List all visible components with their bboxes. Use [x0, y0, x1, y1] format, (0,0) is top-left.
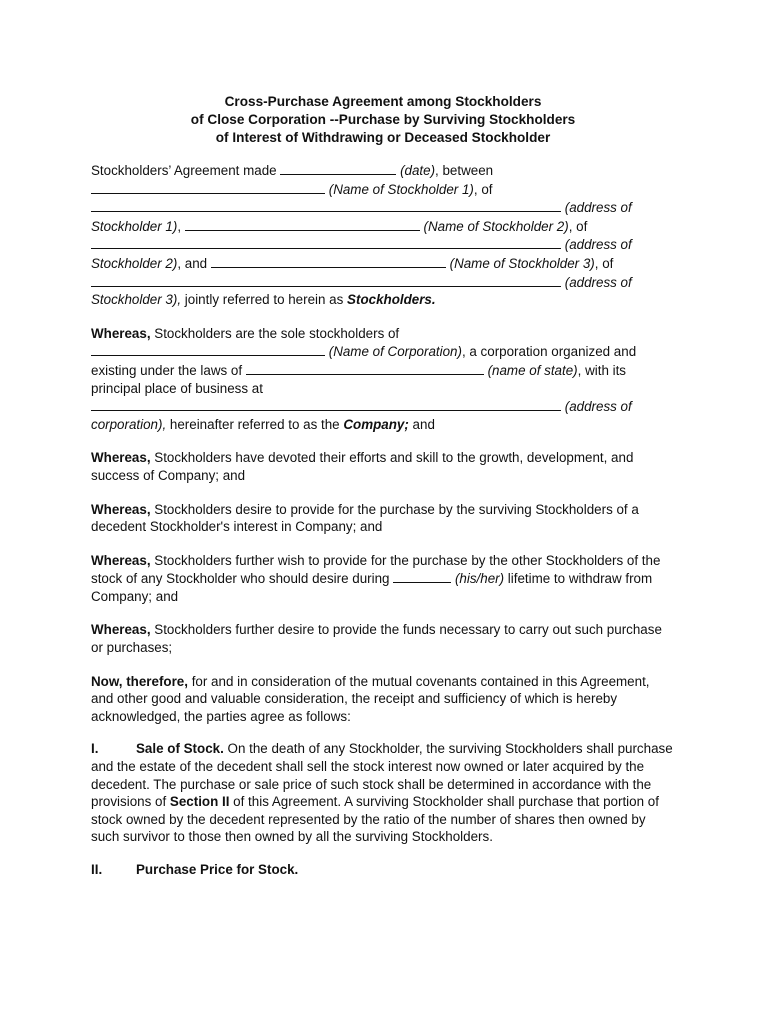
stockholder3-address-blank[interactable]: [91, 273, 561, 287]
stockholder3-name-label: (Name of Stockholder 3): [449, 255, 595, 271]
corporation-name-blank[interactable]: [91, 342, 325, 356]
whereas5-text: Stockholders further desire to provide the funds necessary to carry out such purchase or purchases;: [91, 622, 662, 656]
his-her-label: (his/her): [454, 571, 505, 587]
section-1-number: I.: [91, 741, 99, 757]
document-title: [91, 93, 675, 147]
section-ii-reference: Section II: [169, 794, 230, 810]
stockholder1-name-label: (Name of Stockholder 1): [328, 181, 474, 197]
date-label: (date): [400, 163, 436, 178]
stockholder2-name-blank[interactable]: [185, 217, 420, 231]
section-1-text-1: On the death of any Stockholder, the surviving Stockholders shall purchase and the estate of the decedent shall sell the stock interest now owned or later acquired by the decedent. The purchase or sale price of such stock shall be determined in accordance with the provisions of: [91, 741, 673, 810]
whereas-paragraph-4: [91, 552, 675, 606]
title-line-1: Cross-Purchase Agreement among Stockholders: [224, 94, 542, 109]
whereas1-text-5: principal place of business at: [91, 380, 263, 396]
stockholder1-label: Stockholder 1): [91, 218, 178, 234]
intro-paragraph: [91, 161, 675, 309]
company-term: Company;: [343, 416, 409, 432]
whereas-lead: Whereas,: [91, 450, 151, 466]
whereas4-text-2: lifetime to withdraw from Company; and: [91, 571, 653, 604]
whereas-lead: Whereas,: [91, 552, 151, 568]
whereas-lead: Whereas,: [91, 501, 151, 517]
of-text: , of: [473, 181, 493, 197]
now-therefore-lead: Now, therefore,: [91, 673, 188, 689]
stockholder2-name-label: (Name of Stockholder 2): [423, 218, 569, 234]
whereas-paragraph-5: [91, 621, 675, 656]
between-text: , between: [435, 163, 494, 178]
section-1-text-2: of this Agreement. A surviving Stockholder shall purchase that portion of stock owned by the decedent represented by the ratio of the number of shares then owned by such survivor to those then owned by all the surviving Stockholders.: [91, 794, 659, 845]
state-blank[interactable]: [246, 361, 484, 375]
whereas4-text-1: Stockholders further wish to provide for the purchase by the other Stockholders of the stock of any Stockholder who should desire during: [91, 552, 661, 587]
whereas1-text-1: Stockholders are the sole stockholders of: [150, 325, 400, 341]
corporation-name-label: (Name of Corporation): [328, 344, 462, 360]
whereas1-text-7: and: [408, 416, 435, 432]
whereas-paragraph-3: [91, 501, 675, 536]
corporation-label: corporation),: [91, 416, 167, 432]
address-of-label-4: (address of: [564, 399, 632, 415]
whereas-paragraph-2: [91, 449, 675, 484]
now-therefore-paragraph: [91, 673, 675, 726]
title-line-3: of Interest of Withdrawing or Deceased Stockholder: [215, 130, 551, 145]
section-2: [91, 861, 675, 879]
jointly-text: jointly referred to herein as: [181, 292, 348, 308]
whereas-paragraph-1: [91, 325, 675, 434]
comma-text: ,: [177, 218, 182, 234]
of-text: , of: [568, 218, 588, 234]
whereas2-text: Stockholders have devoted their efforts and skill to the growth, development, and success of Company; and: [91, 450, 634, 483]
whereas1-text-3: existing under the laws of: [91, 362, 243, 378]
now-therefore-text: for and in consideration of the mutual covenants contained in this Agreement, and other good and valuable consideration, the receipt and sufficiency of which is hereby acknowledged, the parties agree as follows:: [91, 673, 650, 724]
whereas-lead: Whereas,: [91, 325, 151, 341]
section-2-heading: Purchase Price for Stock.: [136, 862, 299, 877]
address-of-label-2: (address of: [564, 237, 632, 253]
address-of-label-1: (address of: [564, 200, 632, 216]
stockholders-term: Stockholders.: [347, 292, 436, 308]
and-text: , and: [177, 255, 208, 271]
stockholder3-label: Stockholder 3),: [91, 292, 182, 308]
whereas1-text-4: , with its: [577, 362, 627, 378]
stockholder1-name-blank[interactable]: [91, 180, 325, 194]
section-1-heading: Sale of Stock.: [136, 741, 224, 757]
stockholder2-label: Stockholder 2): [91, 255, 178, 271]
state-label: (name of state): [487, 362, 578, 378]
whereas-lead: Whereas,: [91, 622, 151, 638]
of-text: , of: [594, 255, 614, 271]
section-1: [91, 740, 675, 846]
corporation-address-blank[interactable]: [91, 397, 561, 411]
whereas1-text-2: , a corporation organized and: [461, 344, 637, 360]
whereas1-text-6: hereinafter referred to as the: [166, 416, 344, 432]
stockholder2-address-blank[interactable]: [91, 235, 561, 249]
section-2-number: II.: [91, 862, 103, 877]
whereas3-text: Stockholders desire to provide for the purchase by the surviving Stockholders of a decedent Stockholder's interest in Company; and: [91, 501, 639, 535]
stockholder3-name-blank[interactable]: [211, 254, 446, 268]
address-of-label-3: (address of: [564, 274, 632, 290]
date-blank[interactable]: [280, 161, 396, 175]
his-her-blank[interactable]: [393, 569, 451, 583]
title-line-2: of Close Corporation --Purchase by Surviving Stockholders: [190, 112, 576, 127]
intro-made-text: Stockholders’ Agreement made: [91, 163, 277, 178]
stockholder1-address-blank[interactable]: [91, 198, 561, 212]
